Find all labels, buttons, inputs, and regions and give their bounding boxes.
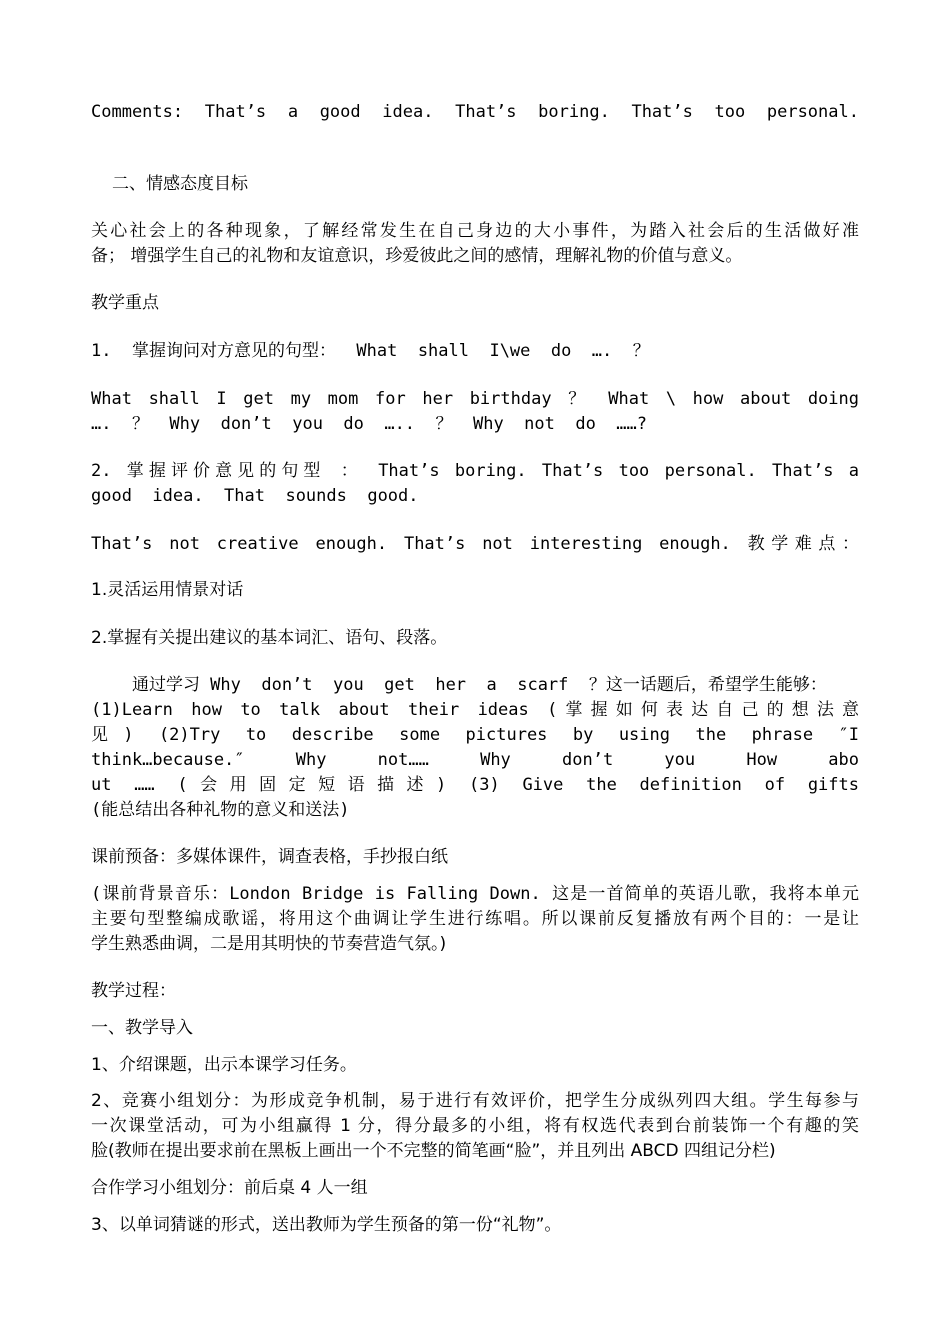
affect-text-line-1: 关心社会上的各种现象，了解经常发生在自己身边的大小事件，为踏入社会后的生活做好准 bbox=[91, 221, 859, 241]
step-2-line-1: 2、竞赛小组划分：为形成竞争机制，易于进行有效评价，把学生分成纵列四大组。学生每参与 bbox=[91, 1091, 859, 1111]
group-division: 合作学习小组划分：前后桌 4 人一组 bbox=[91, 1178, 368, 1198]
step-2-line-2: 一次课堂活动，可为小组赢得 1 分，得分最多的小组，将有权选代表到台前装饰一个有趣的笑 bbox=[91, 1116, 859, 1136]
step-1: 1、介绍课题，出示本课学习任务。 bbox=[91, 1055, 357, 1075]
music-line-1: (课前背景音乐：London Bridge is Falling Down. 这是一首简单的英语儿歌，我将本单元 bbox=[91, 884, 859, 904]
affect-text-line-2: 备； 增强学生自己的礼物和友谊意识，珍爱彼此之间的感情，理解礼物的价值与意义。 bbox=[91, 246, 743, 266]
preparation: 课前预备：多媒体课件，调查表格，手抄报白纸 bbox=[91, 847, 448, 867]
goal-intro: 通过学习 Why don’t you get her a scarf ？这一话题后，希望学生能够： bbox=[91, 675, 827, 695]
goal-line-6: (能总结出各种礼物的意义和送法) bbox=[91, 800, 350, 820]
difficulty-2: 2.掌握有关提出建议的基本词汇、语句、段落。 bbox=[91, 628, 448, 648]
goal-line-4: think…because.″ Why not…… Why don’t you How abo bbox=[91, 750, 859, 770]
process-title: 教学过程： bbox=[91, 981, 176, 1001]
music-line-2: 主要句型整编成歌谣，将用这个曲调让学生进行练唱。所以课前反复播放有两个目的：一是让 bbox=[91, 909, 859, 929]
section-title-affect: 二、情感态度目标 bbox=[112, 174, 248, 194]
key-point-1: 1. 掌握询问对方意见的句型： What shall I\we do …. ？ bbox=[91, 341, 650, 361]
music-line-3: 学生熟悉曲调，二是用其明快的节奏营造气氛。) bbox=[91, 934, 447, 954]
key-point-1-example-line-1: What shall I get my mom for her birthday ？ What \ how about doing bbox=[91, 389, 859, 409]
key-points-title: 教学重点 bbox=[91, 293, 159, 313]
key-point-2-line-1: 2. 掌握评价意见的句型 ： That’s boring. That’s too personal. That’s a bbox=[91, 461, 859, 481]
step-2-line-3: 脸(教师在提出要求前在黑板上画出一个不完整的简笔画“脸”，并且列出 ABCD 四组记分栏) bbox=[91, 1141, 776, 1161]
goal-line-5: ut …… (会用固定短语描述) (3) Give the definition of gifts bbox=[91, 775, 859, 795]
key-point-2-line-3: That’s not creative enough. That’s not interesting enough. 教学难点： bbox=[91, 534, 859, 554]
key-point-2-line-2: good idea. That sounds good. bbox=[91, 486, 419, 506]
difficulty-1: 1.灵活运用情景对话 bbox=[91, 580, 244, 600]
comments-line: Comments: That’s a good idea. That’s boring. That’s too personal. bbox=[91, 102, 859, 122]
key-point-1-example-line-2: …. ？ Why don’t you do ….. ？ Why not do ……? bbox=[91, 414, 647, 434]
step-intro-title: 一、教学导入 bbox=[91, 1018, 193, 1038]
goal-line-2: (1)Learn how to talk about their ideas (掌握如何表达自己的想法意 bbox=[91, 700, 859, 720]
step-3: 3、以单词猜谜的形式，送出教师为学生预备的第一份“礼物”。 bbox=[91, 1215, 562, 1235]
goal-line-3: 见) (2)Try to describe some pictures by using the phrase ″I bbox=[91, 725, 859, 745]
